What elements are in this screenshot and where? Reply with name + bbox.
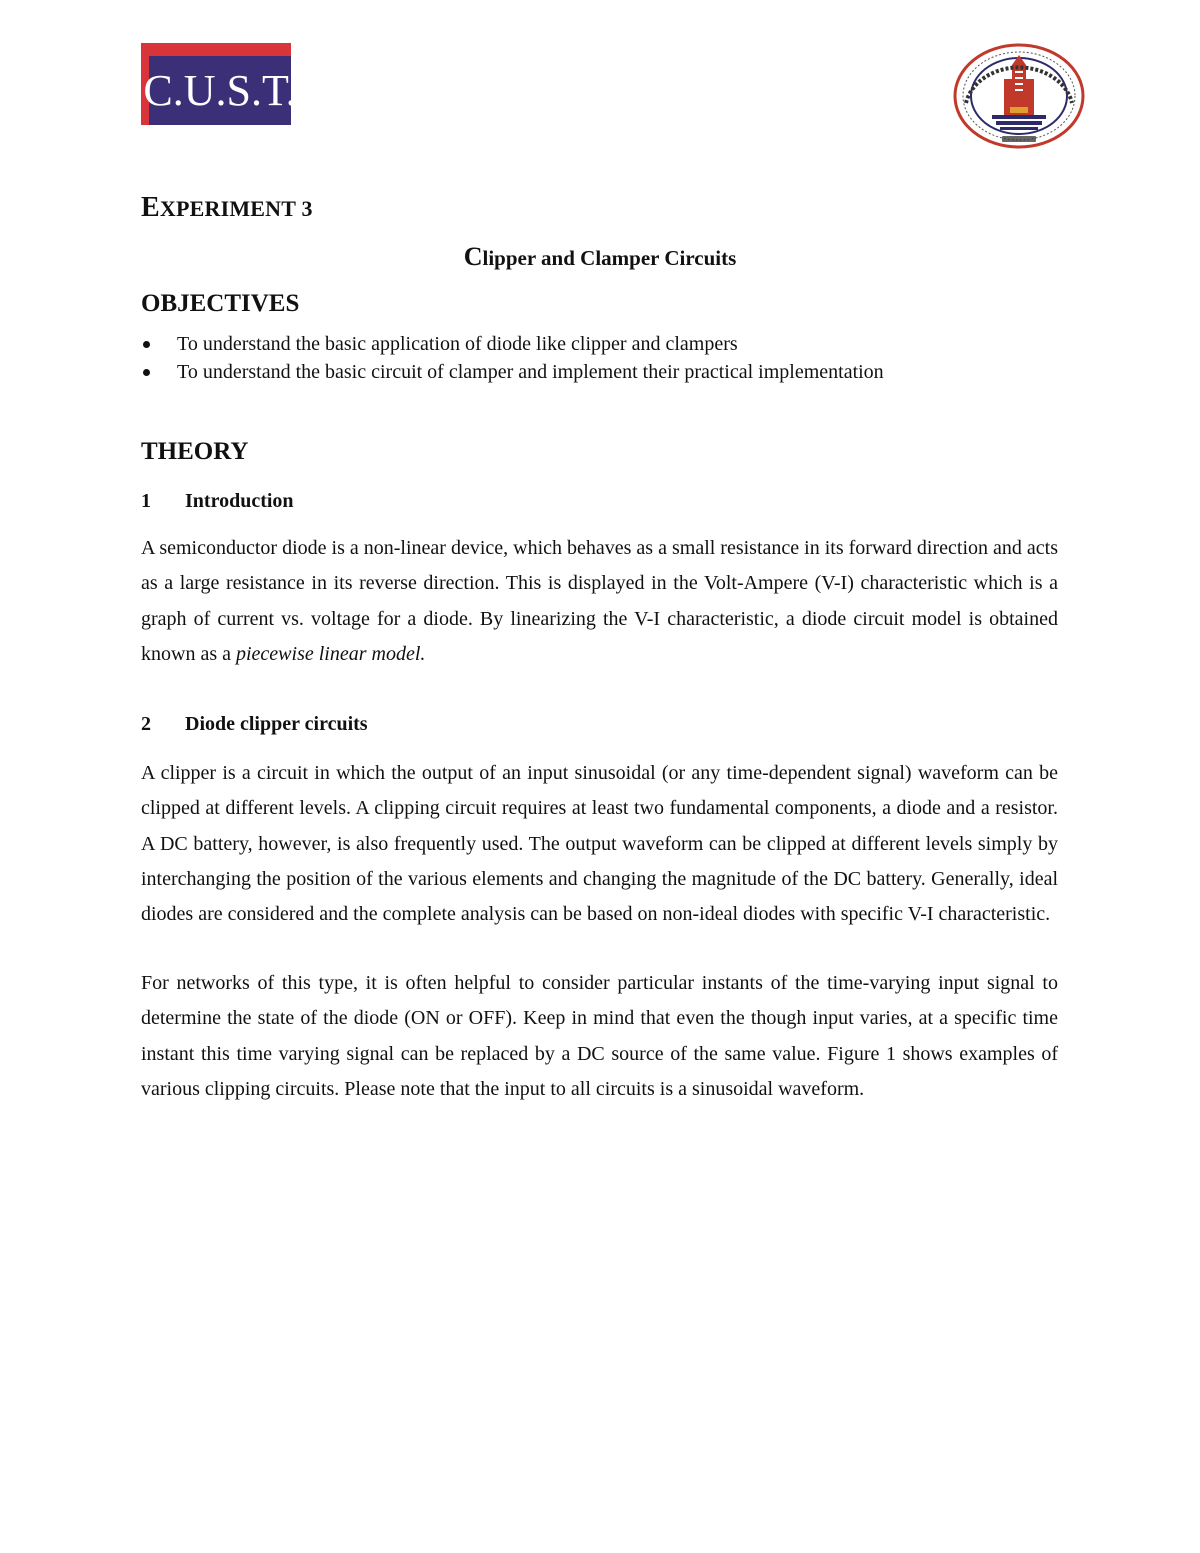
clipper-paragraph-2: For networks of this type, it is often helpful to consider particular instants of the time-varying input signal to determine the state of the diode (ON or OFF). Keep in mind that even the though input varies, at a specific time instant this time varying signal can be replaced by a DC source of the same value. Figure 1 shows examples of various clipping circuits. Please note that the input to all circuits is a sinusoidal waveform.: [141, 972, 1058, 1100]
list-item: To understand the basic circuit of clamper and implement their practical implementation: [141, 358, 1061, 386]
section-title: Introduction: [185, 490, 294, 512]
cust-logo-text: C.U.S.T.: [143, 66, 297, 115]
experiment-subtitle: [0, 242, 1200, 272]
section-heading-diode-clipper: [141, 713, 368, 736]
experiment-title-initial: E: [141, 192, 160, 223]
experiment-title: [141, 192, 313, 224]
objectives-heading: OBJECTIVES: [141, 290, 300, 317]
section-number: 2: [141, 713, 151, 735]
section-heading-introduction: [141, 490, 294, 513]
section-number: 1: [141, 490, 151, 512]
university-seal-icon: [952, 43, 1087, 149]
list-item: To understand the basic application of diode like clipper and clampers: [141, 330, 1061, 358]
objectives-list: [141, 330, 1061, 386]
theory-heading: THEORY: [141, 438, 249, 465]
introduction-emphasis: piecewise linear model.: [235, 642, 426, 665]
introduction-paragraph: [141, 531, 1058, 672]
clipper-paragraph-1: A clipper is a circuit in which the output of an input sinusoidal (or any time-dependent signal) waveform can be clipped at different levels. A clipping circuit requires at least two fundamental components, a diode and a resistor. A DC battery, however, is also frequently used. The output waveform can be clipped at different levels simply by interchanging the position of the various elements and changing the magnitude of the DC battery. Generally, ideal diodes are considered and the complete analysis can be based on non-ideal diodes with specific V-I characteristic.: [141, 762, 1058, 926]
experiment-subtitle-rest: lipper and Clamper Circuits: [482, 246, 737, 270]
introduction-text: A semiconductor diode is a non-linear device, which behaves as a small resistance in its forward direction and acts as a large resistance in its reverse direction. This is displayed in the Volt-Ampere (V-I) characteristic which is a graph of current vs. voltage for a diode. By linearizing the V-I characteristic, a diode circuit model is obtained known as a: [141, 537, 1058, 665]
cust-logo-panel: [143, 56, 297, 125]
experiment-subtitle-initial: C: [463, 242, 483, 271]
section-title: Diode clipper circuits: [185, 713, 368, 735]
experiment-title-rest: XPERIMENT 3: [159, 196, 313, 221]
cust-logo: [141, 43, 297, 125]
